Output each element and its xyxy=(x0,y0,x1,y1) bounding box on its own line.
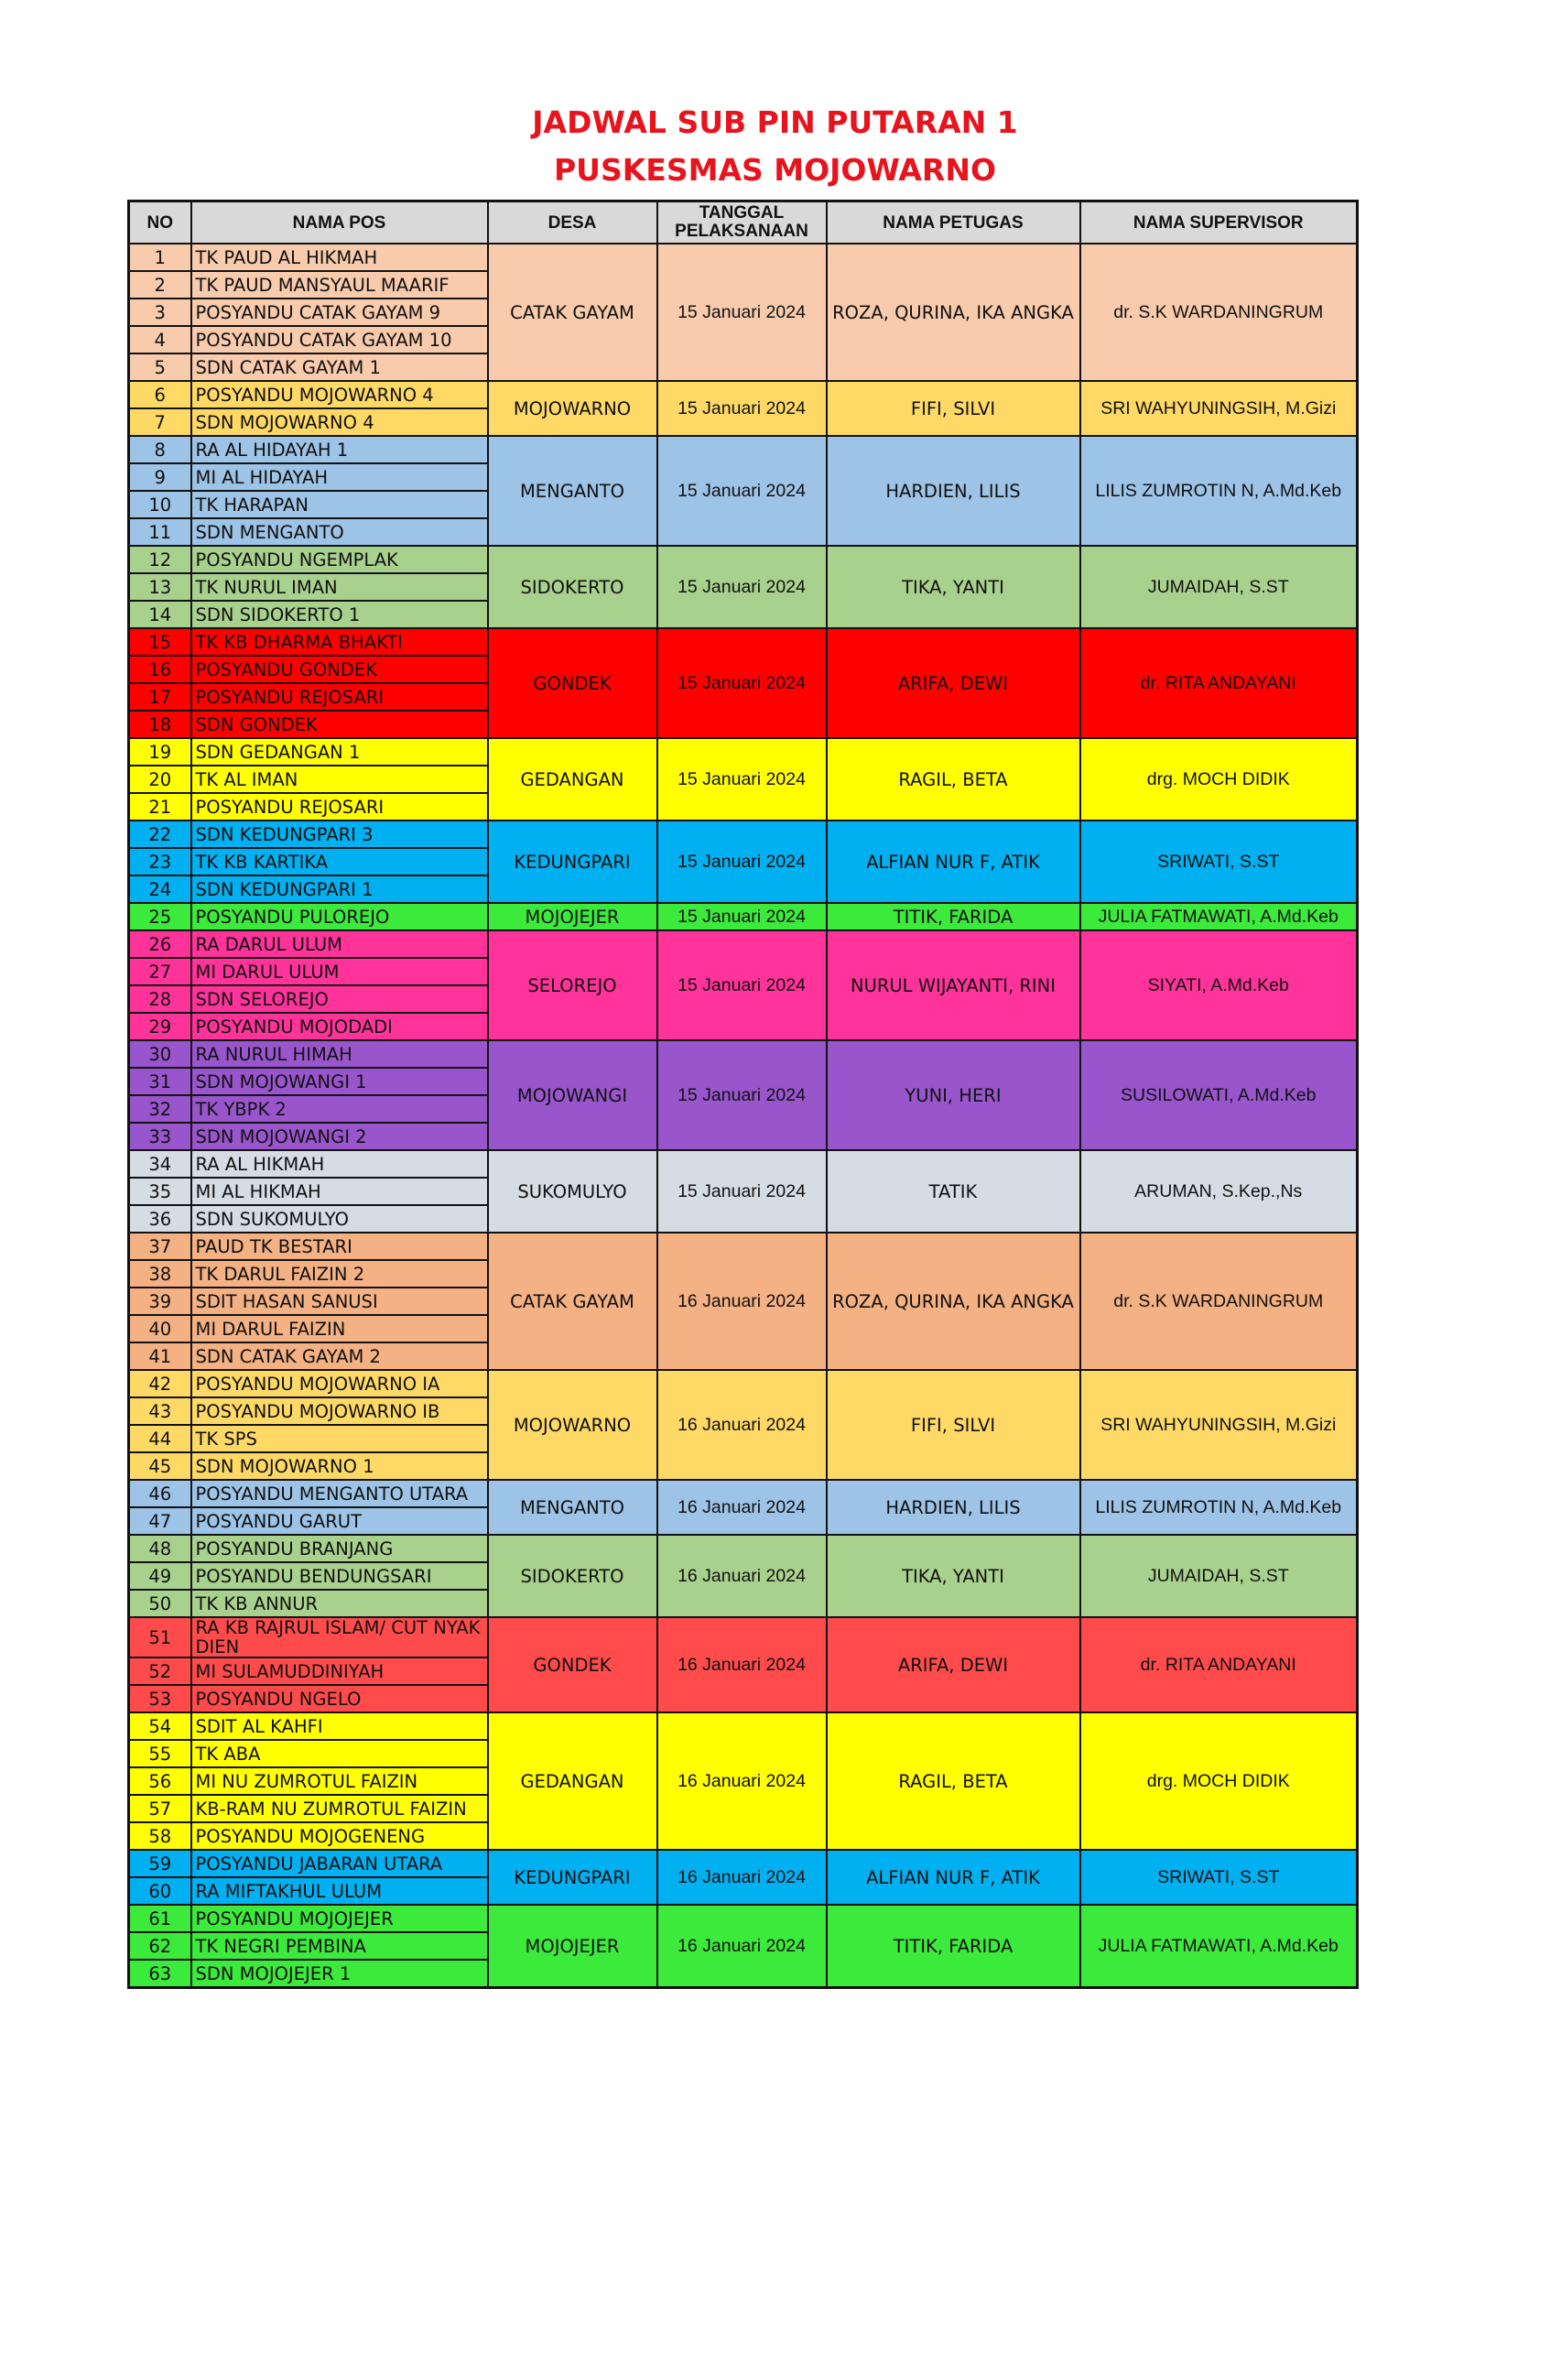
cell-nama-pos: RA MIFTAKHUL ULUM xyxy=(191,1877,488,1905)
cell-tanggal: 15 Januari 2024 xyxy=(657,628,827,738)
cell-no: 43 xyxy=(129,1397,191,1425)
cell-no: 1 xyxy=(129,244,191,271)
cell-nama-pos: SDN MOJOWARNO 4 xyxy=(191,408,488,436)
cell-no: 13 xyxy=(129,573,191,601)
cell-petugas: FIFI, SILVI xyxy=(827,1370,1080,1480)
cell-no: 60 xyxy=(129,1877,191,1905)
cell-nama-pos: TK KB KARTIKA xyxy=(191,848,488,875)
cell-desa: SIDOKERTO xyxy=(488,1535,657,1617)
cell-nama-pos: TK NEGRI PEMBINA xyxy=(191,1932,488,1960)
cell-no: 36 xyxy=(129,1205,191,1233)
cell-no: 18 xyxy=(129,711,191,738)
cell-nama-pos: SDN KEDUNGPARI 3 xyxy=(191,821,488,848)
cell-supervisor: SRI WAHYUNINGSIH, M.Gizi xyxy=(1080,1370,1358,1480)
header-tanggal: TANGGAL PELAKSANAAN xyxy=(657,201,827,245)
cell-no: 42 xyxy=(129,1370,191,1397)
cell-tanggal: 16 Januari 2024 xyxy=(657,1480,827,1535)
table-row xyxy=(129,1712,1358,1740)
cell-no: 9 xyxy=(129,463,191,491)
cell-tanggal: 16 Januari 2024 xyxy=(657,1535,827,1617)
cell-nama-pos: POSYANDU MOJOJEJER xyxy=(191,1905,488,1932)
table-row xyxy=(129,1905,1358,1932)
cell-no: 35 xyxy=(129,1178,191,1205)
cell-tanggal: 15 Januari 2024 xyxy=(657,546,827,628)
cell-petugas: ROZA, QURINA, IKA ANGKA xyxy=(827,1233,1080,1370)
cell-no: 52 xyxy=(129,1657,191,1685)
cell-petugas: NURUL WIJAYANTI, RINI xyxy=(827,930,1080,1040)
cell-no: 41 xyxy=(129,1342,191,1370)
cell-supervisor: JULIA FATMAWATI, A.Md.Keb xyxy=(1080,1905,1358,1988)
cell-tanggal: 15 Januari 2024 xyxy=(657,381,827,436)
cell-nama-pos: TK AL IMAN xyxy=(191,766,488,793)
cell-desa: KEDUNGPARI xyxy=(488,821,657,903)
cell-no: 3 xyxy=(129,299,191,326)
cell-nama-pos: MI AL HIKMAH xyxy=(191,1178,488,1205)
cell-petugas: YUNI, HERI xyxy=(827,1040,1080,1150)
cell-supervisor: SUSILOWATI, A.Md.Keb xyxy=(1080,1040,1358,1150)
table-row xyxy=(129,1617,1358,1657)
cell-nama-pos: MI DARUL FAIZIN xyxy=(191,1315,488,1342)
cell-no: 15 xyxy=(129,628,191,656)
cell-no: 51 xyxy=(129,1617,191,1657)
cell-no: 26 xyxy=(129,930,191,958)
cell-supervisor: SIYATI, A.Md.Keb xyxy=(1080,930,1358,1040)
cell-petugas: TIKA, YANTI xyxy=(827,546,1080,628)
cell-nama-pos: POSYANDU JABARAN UTARA xyxy=(191,1850,488,1877)
cell-nama-pos: POSYANDU BRANJANG xyxy=(191,1535,488,1562)
cell-no: 53 xyxy=(129,1685,191,1712)
table-row xyxy=(129,1040,1358,1068)
cell-no: 4 xyxy=(129,326,191,353)
cell-nama-pos: POSYANDU CATAK GAYAM 10 xyxy=(191,326,488,353)
cell-no: 22 xyxy=(129,821,191,848)
cell-desa: GEDANGAN xyxy=(488,1712,657,1850)
cell-desa: MOJOWANGI xyxy=(488,1040,657,1150)
cell-no: 28 xyxy=(129,985,191,1013)
cell-supervisor: JUMAIDAH, S.ST xyxy=(1080,546,1358,628)
cell-nama-pos: RA NURUL HIMAH xyxy=(191,1040,488,1068)
cell-no: 37 xyxy=(129,1233,191,1260)
cell-nama-pos: SDN SIDOKERTO 1 xyxy=(191,601,488,628)
cell-nama-pos: SDN GONDEK xyxy=(191,711,488,738)
cell-no: 59 xyxy=(129,1850,191,1877)
cell-nama-pos: RA KB RAJRUL ISLAM/ CUT NYAK DIEN xyxy=(191,1617,488,1657)
header-nama-pos: NAMA POS xyxy=(191,201,488,245)
cell-no: 24 xyxy=(129,875,191,903)
cell-tanggal: 15 Januari 2024 xyxy=(657,903,827,930)
cell-nama-pos: SDN MOJOWANGI 1 xyxy=(191,1068,488,1095)
cell-no: 16 xyxy=(129,656,191,683)
cell-supervisor: dr. RITA ANDAYANI xyxy=(1080,1617,1358,1712)
cell-nama-pos: SDN MOJOWANGI 2 xyxy=(191,1123,488,1150)
cell-desa: CATAK GAYAM xyxy=(488,1233,657,1370)
cell-nama-pos: MI NU ZUMROTUL FAIZIN xyxy=(191,1767,488,1795)
cell-no: 45 xyxy=(129,1452,191,1480)
cell-supervisor: SRI WAHYUNINGSIH, M.Gizi xyxy=(1080,381,1358,436)
cell-no: 32 xyxy=(129,1095,191,1123)
cell-petugas: RAGIL, BETA xyxy=(827,738,1080,821)
cell-nama-pos: SDN MOJOWARNO 1 xyxy=(191,1452,488,1480)
cell-supervisor: JUMAIDAH, S.ST xyxy=(1080,1535,1358,1617)
table-row xyxy=(129,244,1358,271)
cell-tanggal: 16 Januari 2024 xyxy=(657,1712,827,1850)
cell-nama-pos: TK KB ANNUR xyxy=(191,1590,488,1617)
cell-tanggal: 16 Januari 2024 xyxy=(657,1617,827,1712)
cell-nama-pos: TK ABA xyxy=(191,1740,488,1767)
table-row xyxy=(129,1850,1358,1877)
cell-no: 2 xyxy=(129,271,191,299)
cell-petugas: TITIK, FARIDA xyxy=(827,1905,1080,1988)
cell-no: 46 xyxy=(129,1480,191,1507)
cell-nama-pos: SDIT AL KAHFI xyxy=(191,1712,488,1740)
cell-desa: MOJOWARNO xyxy=(488,1370,657,1480)
cell-petugas: TIKA, YANTI xyxy=(827,1535,1080,1617)
cell-no: 21 xyxy=(129,793,191,821)
cell-no: 6 xyxy=(129,381,191,408)
cell-supervisor: dr. RITA ANDAYANI xyxy=(1080,628,1358,738)
cell-tanggal: 15 Januari 2024 xyxy=(657,738,827,821)
cell-no: 23 xyxy=(129,848,191,875)
cell-supervisor: SRIWATI, S.ST xyxy=(1080,1850,1358,1905)
cell-nama-pos: POSYANDU GONDEK xyxy=(191,656,488,683)
cell-nama-pos: SDN GEDANGAN 1 xyxy=(191,738,488,766)
cell-nama-pos: TK PAUD AL HIKMAH xyxy=(191,244,488,271)
cell-nama-pos: TK HARAPAN xyxy=(191,491,488,518)
cell-supervisor: JULIA FATMAWATI, A.Md.Keb xyxy=(1080,903,1358,930)
cell-no: 58 xyxy=(129,1822,191,1850)
header-no: NO xyxy=(129,201,191,245)
cell-no: 8 xyxy=(129,436,191,463)
cell-desa: GONDEK xyxy=(488,1617,657,1712)
cell-nama-pos: RA DARUL ULUM xyxy=(191,930,488,958)
cell-petugas: ALFIAN NUR F, ATIK xyxy=(827,1850,1080,1905)
cell-petugas: TATIK xyxy=(827,1150,1080,1233)
cell-no: 29 xyxy=(129,1013,191,1040)
cell-desa: MOJOJEJER xyxy=(488,903,657,930)
cell-nama-pos: TK SPS xyxy=(191,1425,488,1452)
page-subtitle: PUSKESMAS MOJOWARNO xyxy=(553,152,997,188)
cell-nama-pos: POSYANDU GARUT xyxy=(191,1507,488,1535)
cell-no: 17 xyxy=(129,683,191,711)
cell-nama-pos: KB-RAM NU ZUMROTUL FAIZIN xyxy=(191,1795,488,1822)
cell-no: 40 xyxy=(129,1315,191,1342)
cell-no: 62 xyxy=(129,1932,191,1960)
cell-nama-pos: RA AL HIDAYAH 1 xyxy=(191,436,488,463)
cell-desa: CATAK GAYAM xyxy=(488,244,657,381)
cell-nama-pos: POSYANDU NGEMPLAK xyxy=(191,546,488,573)
cell-petugas: ARIFA, DEWI xyxy=(827,1617,1080,1712)
cell-petugas: RAGIL, BETA xyxy=(827,1712,1080,1850)
cell-nama-pos: POSYANDU PULOREJO xyxy=(191,903,488,930)
cell-supervisor: LILIS ZUMROTIN N, A.Md.Keb xyxy=(1080,1480,1358,1535)
schedule-table xyxy=(127,200,1359,1989)
cell-no: 25 xyxy=(129,903,191,930)
cell-no: 27 xyxy=(129,958,191,985)
cell-supervisor: drg. MOCH DIDIK xyxy=(1080,1712,1358,1850)
cell-nama-pos: POSYANDU MOJODADI xyxy=(191,1013,488,1040)
table-row xyxy=(129,903,1358,930)
cell-no: 54 xyxy=(129,1712,191,1740)
cell-supervisor: drg. MOCH DIDIK xyxy=(1080,738,1358,821)
cell-tanggal: 15 Januari 2024 xyxy=(657,821,827,903)
cell-supervisor: ARUMAN, S.Kep.,Ns xyxy=(1080,1150,1358,1233)
header-desa: DESA xyxy=(488,201,657,245)
table-row xyxy=(129,738,1358,766)
header-supervisor: NAMA SUPERVISOR xyxy=(1080,201,1358,245)
cell-nama-pos: SDN MENGANTO xyxy=(191,518,488,546)
cell-desa: MOJOWARNO xyxy=(488,381,657,436)
cell-nama-pos: MI AL HIDAYAH xyxy=(191,463,488,491)
cell-supervisor: LILIS ZUMROTIN N, A.Md.Keb xyxy=(1080,436,1358,546)
cell-nama-pos: TK KB DHARMA BHAKTI xyxy=(191,628,488,656)
cell-no: 7 xyxy=(129,408,191,436)
cell-nama-pos: SDN KEDUNGPARI 1 xyxy=(191,875,488,903)
cell-tanggal: 15 Januari 2024 xyxy=(657,244,827,381)
cell-nama-pos: MI SULAMUDDINIYAH xyxy=(191,1657,488,1685)
cell-desa: SUKOMULYO xyxy=(488,1150,657,1233)
cell-no: 30 xyxy=(129,1040,191,1068)
cell-nama-pos: POSYANDU MOJOWARNO IA xyxy=(191,1370,488,1397)
cell-petugas: HARDIEN, LILIS xyxy=(827,436,1080,546)
cell-no: 33 xyxy=(129,1123,191,1150)
cell-petugas: FIFI, SILVI xyxy=(827,381,1080,436)
cell-tanggal: 15 Januari 2024 xyxy=(657,930,827,1040)
cell-desa: SIDOKERTO xyxy=(488,546,657,628)
cell-nama-pos: RA AL HIKMAH xyxy=(191,1150,488,1178)
table-body xyxy=(129,244,1358,1988)
cell-nama-pos: SDIT HASAN SANUSI xyxy=(191,1288,488,1315)
cell-nama-pos: SDN SUKOMULYO xyxy=(191,1205,488,1233)
cell-nama-pos: MI DARUL ULUM xyxy=(191,958,488,985)
cell-no: 44 xyxy=(129,1425,191,1452)
cell-nama-pos: POSYANDU MOJOGENENG xyxy=(191,1822,488,1850)
table-row xyxy=(129,628,1358,656)
cell-nama-pos: POSYANDU MOJOWARNO 4 xyxy=(191,381,488,408)
cell-nama-pos: PAUD TK BESTARI xyxy=(191,1233,488,1260)
table-row xyxy=(129,1150,1358,1178)
cell-supervisor: SRIWATI, S.ST xyxy=(1080,821,1358,903)
cell-tanggal: 16 Januari 2024 xyxy=(657,1370,827,1480)
table-row xyxy=(129,821,1358,848)
cell-nama-pos: TK YBPK 2 xyxy=(191,1095,488,1123)
header-row xyxy=(129,201,1358,245)
cell-no: 55 xyxy=(129,1740,191,1767)
cell-desa: GEDANGAN xyxy=(488,738,657,821)
page-title: JADWAL SUB PIN PUTARAN 1 xyxy=(532,104,1018,140)
cell-no: 56 xyxy=(129,1767,191,1795)
cell-petugas: HARDIEN, LILIS xyxy=(827,1480,1080,1535)
table-row xyxy=(129,436,1358,463)
cell-desa: SELOREJO xyxy=(488,930,657,1040)
cell-nama-pos: POSYANDU REJOSARI xyxy=(191,793,488,821)
table-row xyxy=(129,930,1358,958)
cell-no: 47 xyxy=(129,1507,191,1535)
cell-desa: MENGANTO xyxy=(488,1480,657,1535)
cell-petugas: TITIK, FARIDA xyxy=(827,903,1080,930)
cell-no: 11 xyxy=(129,518,191,546)
cell-nama-pos: POSYANDU BENDUNGSARI xyxy=(191,1562,488,1590)
cell-nama-pos: SDN CATAK GAYAM 1 xyxy=(191,353,488,381)
cell-petugas: ARIFA, DEWI xyxy=(827,628,1080,738)
cell-desa: KEDUNGPARI xyxy=(488,1850,657,1905)
cell-tanggal: 15 Januari 2024 xyxy=(657,436,827,546)
cell-no: 63 xyxy=(129,1960,191,1988)
table-row xyxy=(129,1370,1358,1397)
cell-nama-pos: SDN SELOREJO xyxy=(191,985,488,1013)
cell-tanggal: 16 Januari 2024 xyxy=(657,1233,827,1370)
cell-no: 49 xyxy=(129,1562,191,1590)
cell-no: 20 xyxy=(129,766,191,793)
cell-desa: MENGANTO xyxy=(488,436,657,546)
cell-no: 5 xyxy=(129,353,191,381)
table-row xyxy=(129,546,1358,573)
cell-no: 14 xyxy=(129,601,191,628)
cell-supervisor: dr. S.K WARDANINGRUM xyxy=(1080,1233,1358,1370)
cell-tanggal: 15 Januari 2024 xyxy=(657,1040,827,1150)
table-row xyxy=(129,1233,1358,1260)
cell-supervisor: dr. S.K WARDANINGRUM xyxy=(1080,244,1358,381)
cell-nama-pos: POSYANDU MENGANTO UTARA xyxy=(191,1480,488,1507)
table-row xyxy=(129,381,1358,408)
cell-desa: MOJOJEJER xyxy=(488,1905,657,1988)
header-petugas: NAMA PETUGAS xyxy=(827,201,1080,245)
cell-no: 57 xyxy=(129,1795,191,1822)
cell-nama-pos: TK PAUD MANSYAUL MAARIF xyxy=(191,271,488,299)
table-row xyxy=(129,1535,1358,1562)
cell-no: 39 xyxy=(129,1288,191,1315)
cell-tanggal: 15 Januari 2024 xyxy=(657,1150,827,1233)
cell-no: 12 xyxy=(129,546,191,573)
cell-nama-pos: SDN MOJOJEJER 1 xyxy=(191,1960,488,1988)
cell-petugas: ALFIAN NUR F, ATIK xyxy=(827,821,1080,903)
cell-petugas: ROZA, QURINA, IKA ANGKA xyxy=(827,244,1080,381)
cell-no: 48 xyxy=(129,1535,191,1562)
cell-tanggal: 16 Januari 2024 xyxy=(657,1850,827,1905)
cell-nama-pos: TK DARUL FAIZIN 2 xyxy=(191,1260,488,1288)
cell-no: 50 xyxy=(129,1590,191,1617)
cell-desa: GONDEK xyxy=(488,628,657,738)
cell-nama-pos: POSYANDU MOJOWARNO IB xyxy=(191,1397,488,1425)
cell-tanggal: 16 Januari 2024 xyxy=(657,1905,827,1988)
cell-nama-pos: SDN CATAK GAYAM 2 xyxy=(191,1342,488,1370)
cell-no: 31 xyxy=(129,1068,191,1095)
cell-nama-pos: POSYANDU REJOSARI xyxy=(191,683,488,711)
cell-nama-pos: POSYANDU NGELO xyxy=(191,1685,488,1712)
cell-no: 38 xyxy=(129,1260,191,1288)
cell-no: 19 xyxy=(129,738,191,766)
cell-nama-pos: POSYANDU CATAK GAYAM 9 xyxy=(191,299,488,326)
table-row xyxy=(129,1480,1358,1507)
cell-no: 34 xyxy=(129,1150,191,1178)
cell-no: 61 xyxy=(129,1905,191,1932)
cell-nama-pos: TK NURUL IMAN xyxy=(191,573,488,601)
cell-no: 10 xyxy=(129,491,191,518)
